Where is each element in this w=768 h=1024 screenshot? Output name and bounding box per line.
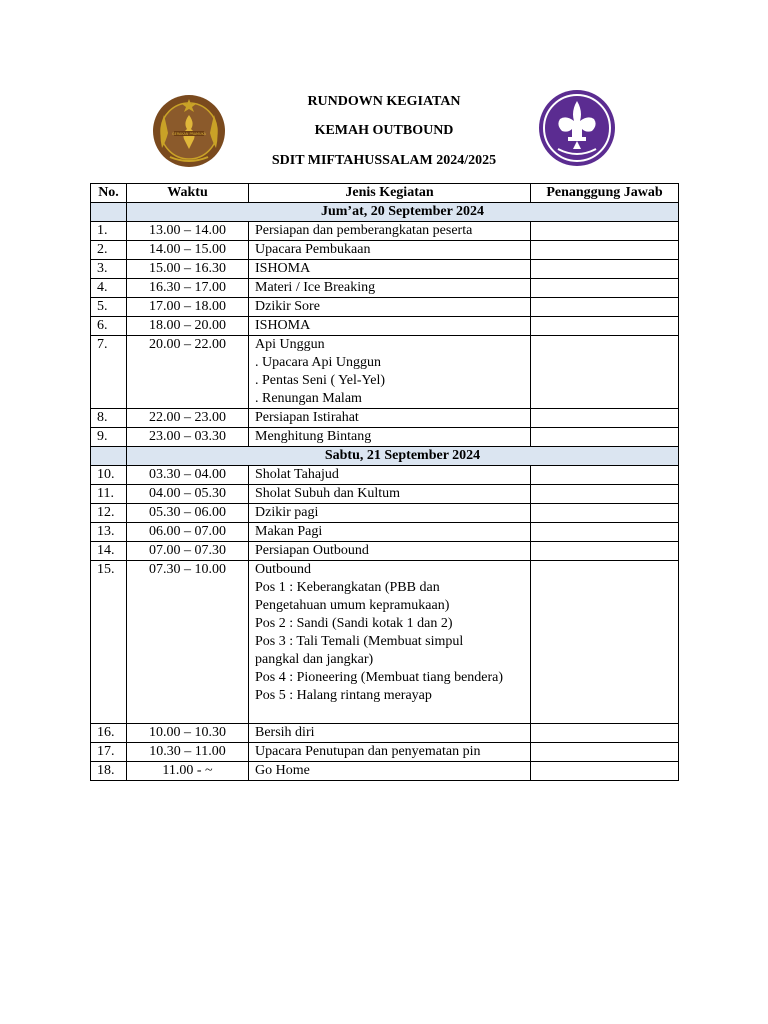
row-time: 16.30 – 17.00 bbox=[127, 279, 249, 298]
row-activity bbox=[249, 504, 531, 523]
row-person-in-charge bbox=[531, 561, 679, 724]
world-scout-emblem-icon bbox=[538, 89, 616, 167]
row-person-in-charge bbox=[531, 222, 679, 241]
row-person-in-charge bbox=[531, 260, 679, 279]
row-time: 11.00 - ~ bbox=[127, 762, 249, 781]
row-activity bbox=[249, 260, 531, 279]
table-row bbox=[91, 279, 679, 298]
day-header-row bbox=[91, 203, 679, 222]
row-time: 22.00 – 23.00 bbox=[127, 409, 249, 428]
table-row bbox=[91, 542, 679, 561]
row-activity bbox=[249, 279, 531, 298]
row-person-in-charge bbox=[531, 428, 679, 447]
row-number: 13. bbox=[91, 523, 127, 542]
row-number: 16. bbox=[91, 724, 127, 743]
activity-line: ISHOMA bbox=[255, 318, 311, 333]
row-time: 23.00 – 03.30 bbox=[127, 428, 249, 447]
activity-line: Persiapan Istirahat bbox=[255, 410, 359, 425]
table-row bbox=[91, 336, 679, 409]
activity-line: pangkal dan jangkar) bbox=[255, 652, 374, 667]
row-person-in-charge bbox=[531, 762, 679, 781]
row-number: 17. bbox=[91, 743, 127, 762]
activity-line bbox=[255, 705, 524, 723]
row-activity bbox=[249, 336, 531, 409]
activity-line: Pos 1 : Keberangkatan (PBB dan bbox=[255, 580, 440, 595]
table-row bbox=[91, 317, 679, 336]
table-row bbox=[91, 504, 679, 523]
row-person-in-charge bbox=[531, 317, 679, 336]
activity-line: Dzikir pagi bbox=[255, 505, 319, 520]
table-row bbox=[91, 241, 679, 260]
table-row bbox=[91, 466, 679, 485]
table-row bbox=[91, 222, 679, 241]
day2-section bbox=[91, 447, 679, 781]
table-row bbox=[91, 523, 679, 542]
row-activity bbox=[249, 298, 531, 317]
row-number: 6. bbox=[91, 317, 127, 336]
table-row bbox=[91, 743, 679, 762]
row-time: 10.30 – 11.00 bbox=[127, 743, 249, 762]
row-activity bbox=[249, 409, 531, 428]
day-header-row bbox=[91, 447, 679, 466]
row-number: 7. bbox=[91, 336, 127, 409]
table-row bbox=[91, 409, 679, 428]
row-number: 10. bbox=[91, 466, 127, 485]
activity-line: Materi / Ice Breaking bbox=[255, 280, 376, 295]
row-activity bbox=[249, 762, 531, 781]
day1-section bbox=[91, 203, 679, 447]
row-time: 07.00 – 07.30 bbox=[127, 542, 249, 561]
row-number: 9. bbox=[91, 428, 127, 447]
activity-line: Pos 2 : Sandi (Sandi kotak 1 dan 2) bbox=[255, 616, 453, 631]
activity-line: Api Unggun bbox=[255, 337, 325, 352]
rundown-table bbox=[90, 183, 679, 781]
activity-line: Sholat Tahajud bbox=[255, 467, 339, 482]
row-activity bbox=[249, 466, 531, 485]
activity-line: . Pentas Seni ( Yel-Yel) bbox=[255, 373, 386, 388]
activity-line: Upacara Pembukaan bbox=[255, 242, 371, 257]
activity-line: Pos 3 : Tali Temali (Membuat simpul bbox=[255, 634, 464, 649]
row-activity bbox=[249, 542, 531, 561]
row-activity bbox=[249, 561, 531, 724]
row-time: 18.00 – 20.00 bbox=[127, 317, 249, 336]
row-time: 05.30 – 06.00 bbox=[127, 504, 249, 523]
row-activity bbox=[249, 241, 531, 260]
row-person-in-charge bbox=[531, 542, 679, 561]
row-time: 04.00 – 05.30 bbox=[127, 485, 249, 504]
row-time: 06.00 – 07.00 bbox=[127, 523, 249, 542]
row-time: 07.30 – 10.00 bbox=[127, 561, 249, 724]
row-person-in-charge bbox=[531, 279, 679, 298]
event-name: KEMAH OUTBOUND bbox=[314, 123, 454, 138]
school-name: SDIT MIFTAHUSSALAM 2024/2025 bbox=[271, 153, 497, 168]
table-row bbox=[91, 260, 679, 279]
column-header-no: No. bbox=[91, 184, 127, 203]
activity-line: Outbound bbox=[255, 562, 311, 577]
row-number: 2. bbox=[91, 241, 127, 260]
row-time: 20.00 – 22.00 bbox=[127, 336, 249, 409]
activity-line: Pos 4 : Pioneering (Membuat tiang bendera) bbox=[255, 670, 504, 685]
row-person-in-charge bbox=[531, 504, 679, 523]
activity-line: . Renungan Malam bbox=[255, 391, 362, 406]
activity-line: Bersih diri bbox=[255, 725, 315, 740]
activity-line: Pengetahuan umum kepramukaan) bbox=[255, 598, 450, 613]
row-number: 8. bbox=[91, 409, 127, 428]
activity-line: Pos 5 : Halang rintang merayap bbox=[255, 688, 432, 703]
row-time: 17.00 – 18.00 bbox=[127, 298, 249, 317]
activity-line: ISHOMA bbox=[255, 261, 311, 276]
row-number: 14. bbox=[91, 542, 127, 561]
column-header-activity: Jenis Kegiatan bbox=[249, 184, 531, 203]
activity-line: Menghitung Bintang bbox=[255, 429, 372, 444]
row-activity bbox=[249, 743, 531, 762]
row-person-in-charge bbox=[531, 298, 679, 317]
svg-text:GERAKAN PRAMUKA: GERAKAN PRAMUKA bbox=[172, 132, 206, 136]
activity-line: Sholat Subuh dan Kultum bbox=[255, 486, 401, 501]
row-time: 03.30 – 04.00 bbox=[127, 466, 249, 485]
table-row bbox=[91, 428, 679, 447]
row-number: 12. bbox=[91, 504, 127, 523]
activity-line: Dzikir Sore bbox=[255, 299, 320, 314]
activity-line: . Upacara Api Unggun bbox=[255, 355, 381, 370]
row-person-in-charge bbox=[531, 466, 679, 485]
document-header bbox=[0, 0, 768, 180]
table-row bbox=[91, 724, 679, 743]
row-time: 10.00 – 10.30 bbox=[127, 724, 249, 743]
row-activity bbox=[249, 523, 531, 542]
activity-line: Upacara Penutupan dan penyematan pin bbox=[255, 744, 481, 759]
table-row bbox=[91, 298, 679, 317]
row-person-in-charge bbox=[531, 724, 679, 743]
day2-date: Sabtu, 21 September 2024 bbox=[127, 447, 679, 466]
row-number: 18. bbox=[91, 762, 127, 781]
row-person-in-charge bbox=[531, 485, 679, 504]
row-person-in-charge bbox=[531, 409, 679, 428]
row-activity bbox=[249, 485, 531, 504]
row-number: 4. bbox=[91, 279, 127, 298]
document-title: RUNDOWN KEGIATAN bbox=[307, 94, 461, 109]
row-person-in-charge bbox=[531, 241, 679, 260]
activity-line: Makan Pagi bbox=[255, 524, 323, 539]
activity-line: Persiapan dan pemberangkatan peserta bbox=[255, 223, 473, 238]
column-header-time: Waktu bbox=[127, 184, 249, 203]
table-row bbox=[91, 561, 679, 724]
table-row bbox=[91, 485, 679, 504]
day1-date: Jum’at, 20 September 2024 bbox=[127, 203, 679, 222]
activity-line: Go Home bbox=[255, 763, 310, 778]
table-header-row bbox=[91, 184, 679, 203]
row-activity bbox=[249, 222, 531, 241]
row-activity bbox=[249, 428, 531, 447]
column-header-person-in-charge: Penanggung Jawab bbox=[531, 184, 679, 203]
row-number: 15. bbox=[91, 561, 127, 724]
row-person-in-charge bbox=[531, 743, 679, 762]
row-number: 5. bbox=[91, 298, 127, 317]
activity-line: Persiapan Outbound bbox=[255, 543, 369, 558]
row-activity bbox=[249, 724, 531, 743]
row-time: 14.00 – 15.00 bbox=[127, 241, 249, 260]
row-number: 1. bbox=[91, 222, 127, 241]
row-time: 13.00 – 14.00 bbox=[127, 222, 249, 241]
row-number: 3. bbox=[91, 260, 127, 279]
row-number: 11. bbox=[91, 485, 127, 504]
row-person-in-charge bbox=[531, 336, 679, 409]
table-row bbox=[91, 762, 679, 781]
row-activity bbox=[249, 317, 531, 336]
row-person-in-charge bbox=[531, 523, 679, 542]
row-time: 15.00 – 16.30 bbox=[127, 260, 249, 279]
